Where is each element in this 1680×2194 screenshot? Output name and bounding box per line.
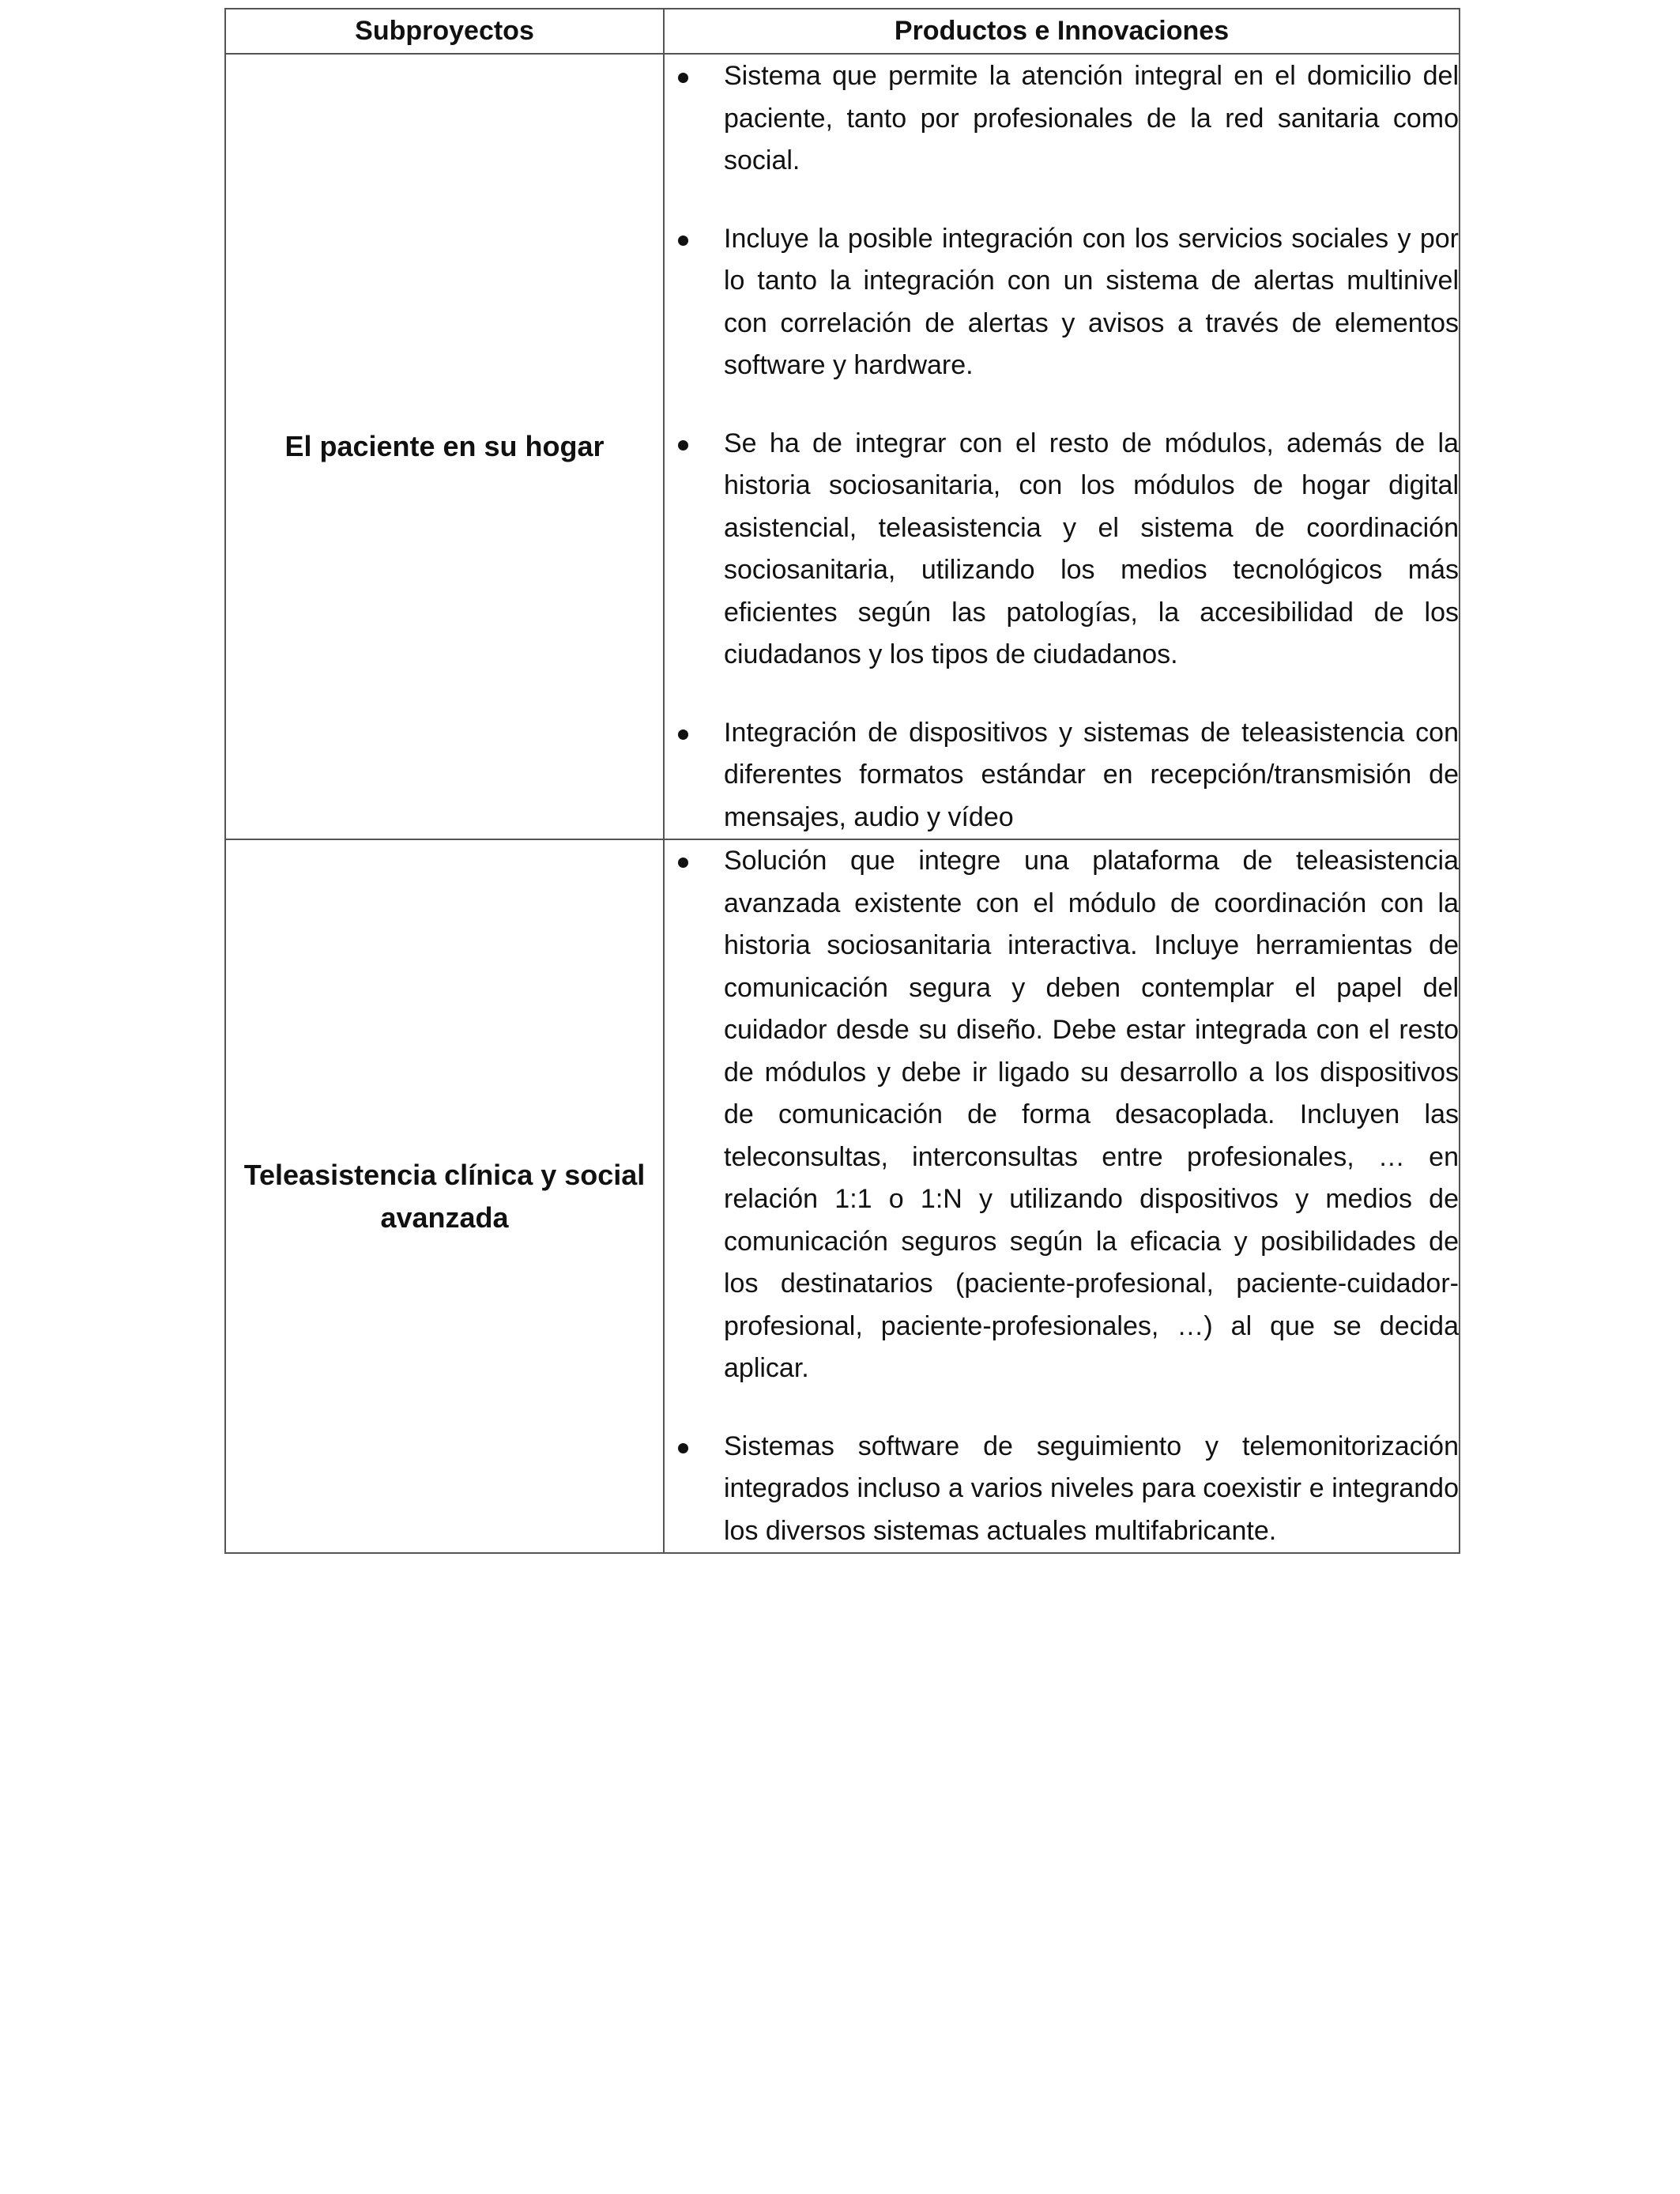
list-item-text: Integración de dispositivos y sistemas de teleasistencia con diferentes formatos estándar en recepción/transmisión de mensajes, audio y vídeo	[724, 717, 1459, 832]
subproject-name: El paciente en su hogar	[225, 54, 664, 839]
products-cell	[664, 54, 1460, 839]
list-item	[665, 218, 1459, 387]
subproject-name: Teleasistencia clínica y social avanzada	[225, 839, 664, 1553]
list-item-text: Incluye la posible integración con los servicios sociales y por lo tanto la integración con un sistema de alertas multinivel con correlación de alertas y avisos a través de elementos software y hardware.	[724, 223, 1459, 380]
subprojects-table	[224, 8, 1460, 1554]
table-row	[225, 54, 1460, 839]
products-list	[665, 55, 1459, 839]
bullet-icon	[678, 440, 688, 450]
list-item	[665, 840, 1459, 1390]
bullet-icon	[678, 236, 688, 246]
products-cell	[664, 839, 1460, 1553]
list-item	[665, 55, 1459, 183]
bullet-icon	[678, 858, 688, 868]
list-item-text: Solución que integre una plataforma de teleasistencia avanzada existente con el módulo de coordinación con la historia sociosanitaria interactiva. Incluye herramientas de comunicación segura y deben contemplar el papel del cuidador desde su diseño. Debe estar integrada con el resto de módulos y debe ir ligado su desarrollo a los dispositivos de comunicación de forma desacoplada. Incluyen las teleconsultas, interconsultas entre profesionales, … en relación 1:1 o 1:N y utilizando dispositivos y medios de comunicación seguros según la eficacia y posibilidades de los destinatarios (paciente-profesional, paciente-cuidador-profesional, paciente-profesionales, …) al que se decida aplicar.	[724, 846, 1459, 1383]
list-item	[665, 712, 1459, 839]
list-item-text: Se ha de integrar con el resto de módulos, además de la historia sociosanitaria, con los módulos de hogar digital asistencial, teleasistencia y el sistema de coordinación sociosanitaria, utilizando los medios tecnológicos más eficientes según las patologías, la accesibilidad de los ciudadanos y los tipos de ciudadanos.	[724, 428, 1459, 669]
bullet-icon	[678, 729, 688, 740]
bullet-icon	[678, 1443, 688, 1453]
table-row	[225, 839, 1460, 1553]
table-header-row	[225, 9, 1460, 54]
products-list	[665, 840, 1459, 1552]
bullet-icon	[678, 73, 688, 83]
list-item	[665, 1426, 1459, 1553]
list-item	[665, 423, 1459, 677]
header-productos-innovaciones: Productos e Innovaciones	[664, 9, 1460, 54]
list-item-text: Sistemas software de seguimiento y telemonitorización integrados incluso a varios niveles para coexistir e integrando los diversos sistemas actuales multifabricante.	[724, 1431, 1459, 1546]
header-subproyectos: Subproyectos	[225, 9, 664, 54]
list-item-text: Sistema que permite la atención integral en el domicilio del paciente, tanto por profesionales de la red sanitaria como social.	[724, 61, 1459, 175]
